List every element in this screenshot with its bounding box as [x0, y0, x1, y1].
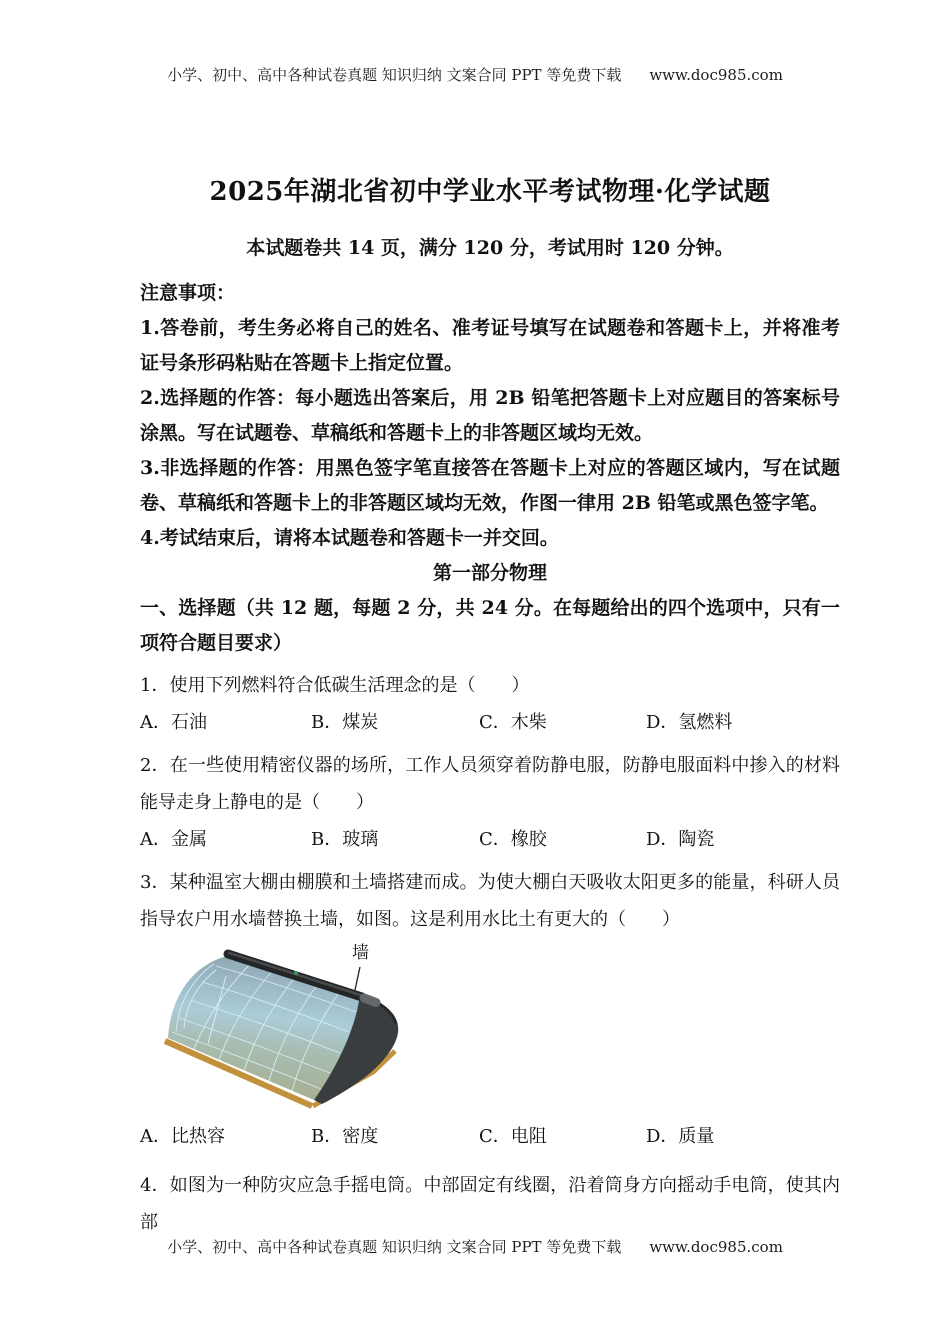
question-3-options	[140, 1118, 840, 1155]
question-4	[140, 1167, 840, 1241]
question-2-option-b: B．玻璃	[311, 829, 379, 850]
question-2-options	[140, 821, 840, 858]
question-3-option-b: B．密度	[311, 1126, 379, 1147]
notice-item-4: 4.考试结束后，请将本试题卷和答题卡一并交回。	[140, 527, 559, 549]
question-3-text: 某种温室大棚由棚膜和土墙搭建而成。为使大棚白天吸收太阳更多的能量，科研人员指导农户用水墙替换土墙，如图。这是利用水比土有更大的（ ）	[140, 872, 841, 930]
wall-label-pointer-line	[355, 967, 360, 990]
question-1-option-c: C．木柴	[479, 712, 547, 733]
footer-site-url: www.doc985.com	[649, 1238, 783, 1256]
question-3-option-a: A．比热容	[140, 1126, 225, 1147]
section-heading-physics: 第一部分物理	[432, 562, 547, 584]
page-footer	[0, 1236, 950, 1257]
question-1-text: 使用下列燃料符合低碳生活理念的是（ ）	[169, 675, 530, 696]
question-1-option-b: B．煤炭	[311, 712, 379, 733]
question-3	[140, 864, 840, 938]
header-site-url: www.doc985.com	[649, 66, 783, 84]
exam-title: 2025年湖北省初中学业水平考试物理·化学试题	[209, 177, 771, 207]
footer-promo-text: 小学、初中、高中各种试卷真题 知识归纳 文案合同 PPT 等免费下载	[167, 1238, 622, 1256]
section-intro: 一、选择题（共 12 题，每题 2 分，共 24 分。在每题给出的四个选项中，只有一项符合题目要求）	[140, 597, 840, 654]
exam-subtitle: 本试题卷共 14 页，满分 120 分，考试用时 120 分钟。	[246, 237, 734, 259]
question-2-text: 在一些使用精密仪器的场所，工作人员须穿着防静电服，防静电服面料中掺入的材料能导走身上静电的是（ ）	[140, 755, 841, 813]
notice-item-1: 1.答卷前，考生务必将自己的姓名、准考证号填写在试题卷和答题卡上，并将准考证号条形码粘贴在答题卡上指定位置。	[140, 317, 840, 374]
question-2-option-c: C．橡胶	[479, 829, 547, 850]
question-4-text: 如图为一种防灾应急手摇电筒。中部固定有线圈，沿着筒身方向摇动手电筒，使其内部	[140, 1175, 841, 1233]
question-1-number: 1．	[140, 675, 170, 696]
question-2-option-d: D．陶瓷	[646, 829, 715, 850]
ridge-green-mark	[294, 971, 298, 975]
question-1-options	[140, 704, 840, 741]
question-2-option-a: A．金属	[140, 829, 207, 850]
exam-content	[140, 176, 840, 1241]
question-1	[140, 667, 840, 704]
header-promo-text: 小学、初中、高中各种试卷真题 知识归纳 文案合同 PPT 等免费下载	[167, 66, 622, 84]
question-2-number: 2．	[140, 755, 170, 776]
page-header	[0, 64, 950, 85]
question-1-option-d: D．氢燃料	[646, 712, 733, 733]
question-3-number: 3．	[140, 872, 170, 893]
notice-item-2: 2.选择题的作答：每小题选出答案后，用 2B 铅笔把答题卡上对应题目的答案标号涂黑。写在试题卷、草稿纸和答题卡上的非答题区域均无效。	[140, 387, 840, 444]
notice-item-3: 3.非选择题的作答：用黑色签字笔直接答在答题卡上对应的答题区域内，写在试题卷、草稿纸和答题卡上的非答题区域均无效，作图一律用 2B 铅笔或黑色签字笔。	[140, 457, 840, 514]
question-4-number: 4．	[140, 1175, 170, 1196]
greenhouse-figure	[164, 940, 428, 1110]
notices-heading: 注意事项：	[140, 282, 236, 304]
question-3-option-c: C．电阻	[479, 1126, 547, 1147]
ridge-end-cap	[364, 998, 376, 1003]
greenhouse-illustration	[164, 940, 428, 1110]
question-1-option-a: A．石油	[140, 712, 207, 733]
question-2	[140, 747, 840, 821]
wall-label-text: 墙	[352, 943, 369, 963]
question-3-option-d: D．质量	[646, 1126, 715, 1147]
